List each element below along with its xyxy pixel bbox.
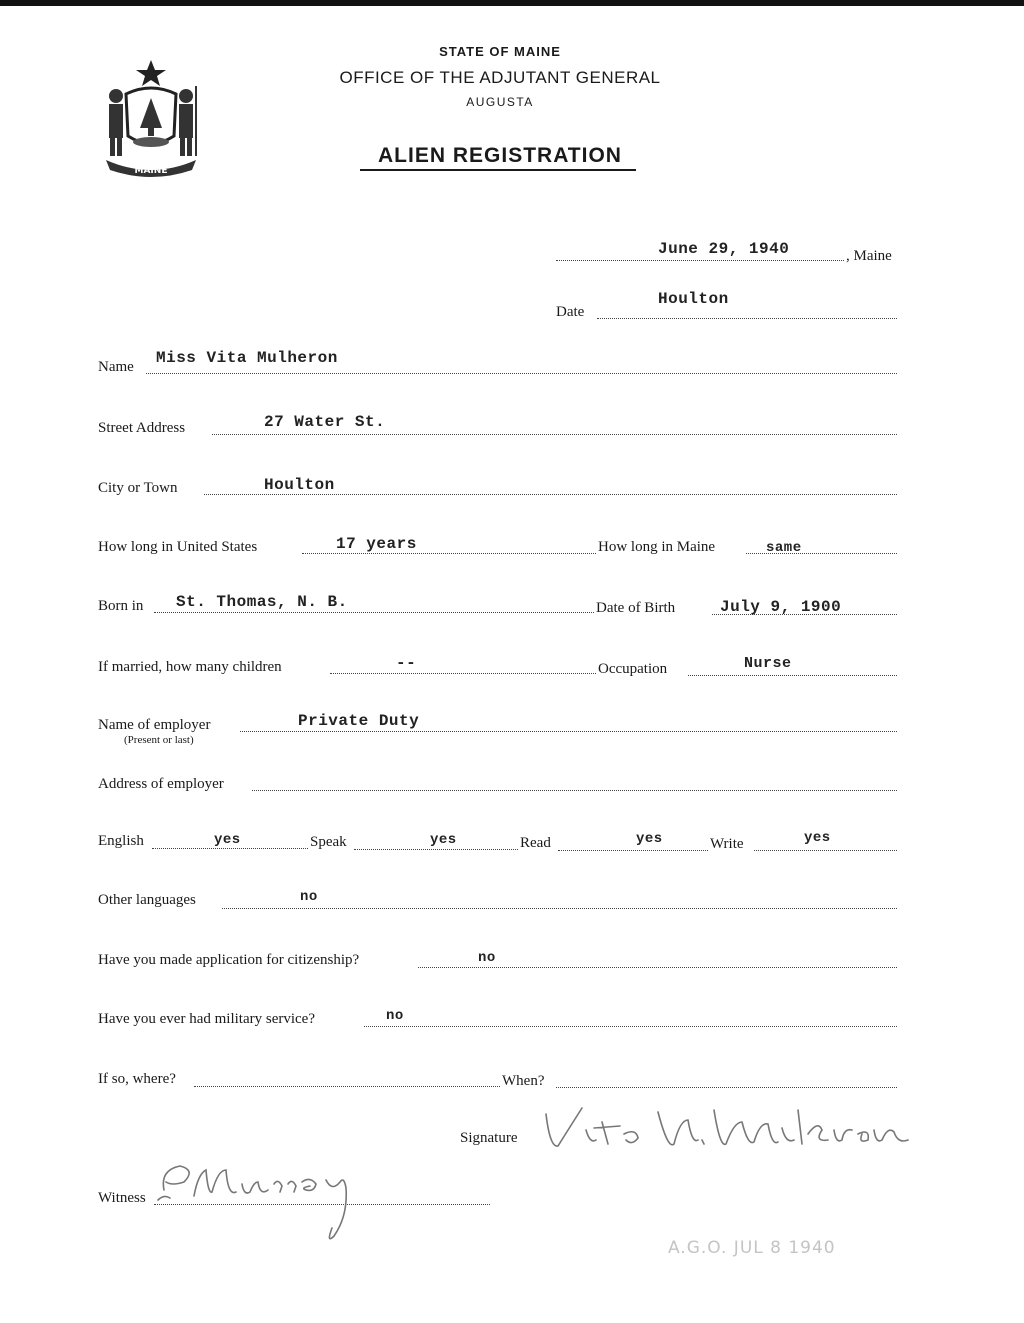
page-title: ALIEN REGISTRATION	[378, 144, 622, 167]
military-line	[364, 1026, 897, 1027]
how-long-us-value: 17 years	[336, 535, 417, 553]
applicant-signature	[528, 1100, 918, 1160]
read-label: Read	[520, 835, 551, 851]
date-of-birth-value: July 9, 1900	[720, 598, 842, 616]
occupation-line	[688, 675, 897, 676]
write-line	[754, 850, 897, 851]
children-label: If married, how many children	[98, 659, 282, 675]
header-office: OFFICE OF THE ADJUTANT GENERAL	[339, 68, 661, 87]
name-label: Name	[98, 359, 134, 375]
place-line	[597, 318, 897, 319]
citizenship-label: Have you made application for citizenship?	[98, 952, 360, 968]
when-label: When?	[502, 1073, 545, 1089]
svg-text:P. Murray: P. Murray	[150, 1156, 154, 1157]
speak-value: yes	[430, 832, 457, 848]
speak-line	[354, 849, 518, 850]
born-in-value: St. Thomas, N. B.	[176, 593, 348, 611]
maine-label: , Maine	[846, 248, 892, 264]
how-long-maine-value: same	[766, 540, 802, 556]
header-city: AUGUSTA	[466, 95, 534, 109]
english-line	[152, 848, 308, 849]
date-line	[556, 260, 844, 261]
svg-text:Vita M. Mulheron: Vita M. Mulheron	[528, 1100, 536, 1101]
read-value: yes	[636, 831, 663, 847]
how-long-maine-label: How long in Maine	[598, 539, 716, 555]
military-value: no	[386, 1008, 404, 1024]
employer-value: Private Duty	[298, 712, 420, 730]
title-underline	[360, 169, 636, 171]
place-value: Houlton	[658, 290, 729, 308]
signature-label: Signature	[460, 1130, 518, 1146]
children-line	[330, 673, 596, 674]
city-line	[204, 494, 897, 495]
street-address-value: 27 Water St.	[264, 413, 386, 431]
citizenship-line	[418, 967, 897, 968]
born-in-line	[154, 612, 594, 613]
employer-address-label: Address of employer	[98, 776, 224, 792]
english-label: English	[98, 833, 144, 849]
born-in-label: Born in	[98, 598, 144, 614]
employer-label: Name of employer	[98, 717, 211, 733]
when-line	[556, 1087, 897, 1088]
received-stamp: A.G.O. JUL 8 1940	[668, 1238, 836, 1258]
citizenship-value: no	[478, 950, 496, 966]
if-so-where-label: If so, where?	[98, 1071, 176, 1087]
svg-text:MAINE: MAINE	[134, 166, 168, 176]
date-of-birth-label: Date of Birth	[596, 600, 676, 616]
military-label: Have you ever had military service?	[98, 1011, 315, 1027]
other-languages-value: no	[300, 889, 318, 905]
state-seal	[96, 56, 206, 181]
occupation-label: Occupation	[598, 661, 668, 677]
how-long-us-line	[302, 553, 596, 554]
name-value: Miss Vita Mulheron	[156, 349, 338, 367]
other-languages-line	[222, 908, 897, 909]
street-address-line	[212, 434, 897, 435]
date-label: Date	[556, 304, 585, 320]
header-state: STATE OF MAINE	[439, 44, 561, 59]
street-address-label: Street Address	[98, 420, 186, 436]
write-label: Write	[710, 836, 744, 852]
employer-note: (Present or last)	[124, 734, 194, 746]
scan-edge	[0, 0, 1024, 6]
other-languages-label: Other languages	[98, 892, 196, 908]
how-long-us-label: How long in United States	[98, 539, 258, 555]
employer-address-line	[252, 790, 897, 791]
city-label: City or Town	[98, 480, 178, 496]
witness-label: Witness	[98, 1190, 146, 1206]
name-line	[146, 373, 897, 374]
write-value: yes	[804, 830, 831, 846]
employer-line	[240, 731, 897, 732]
children-value: --	[396, 654, 417, 672]
english-value: yes	[214, 832, 241, 848]
date-value: June 29, 1940	[658, 240, 790, 258]
city-value: Houlton	[264, 476, 335, 494]
occupation-value: Nurse	[744, 655, 792, 672]
speak-label: Speak	[310, 834, 347, 850]
read-line	[558, 850, 708, 851]
witness-signature	[150, 1156, 400, 1246]
if-so-where-line	[194, 1086, 500, 1087]
